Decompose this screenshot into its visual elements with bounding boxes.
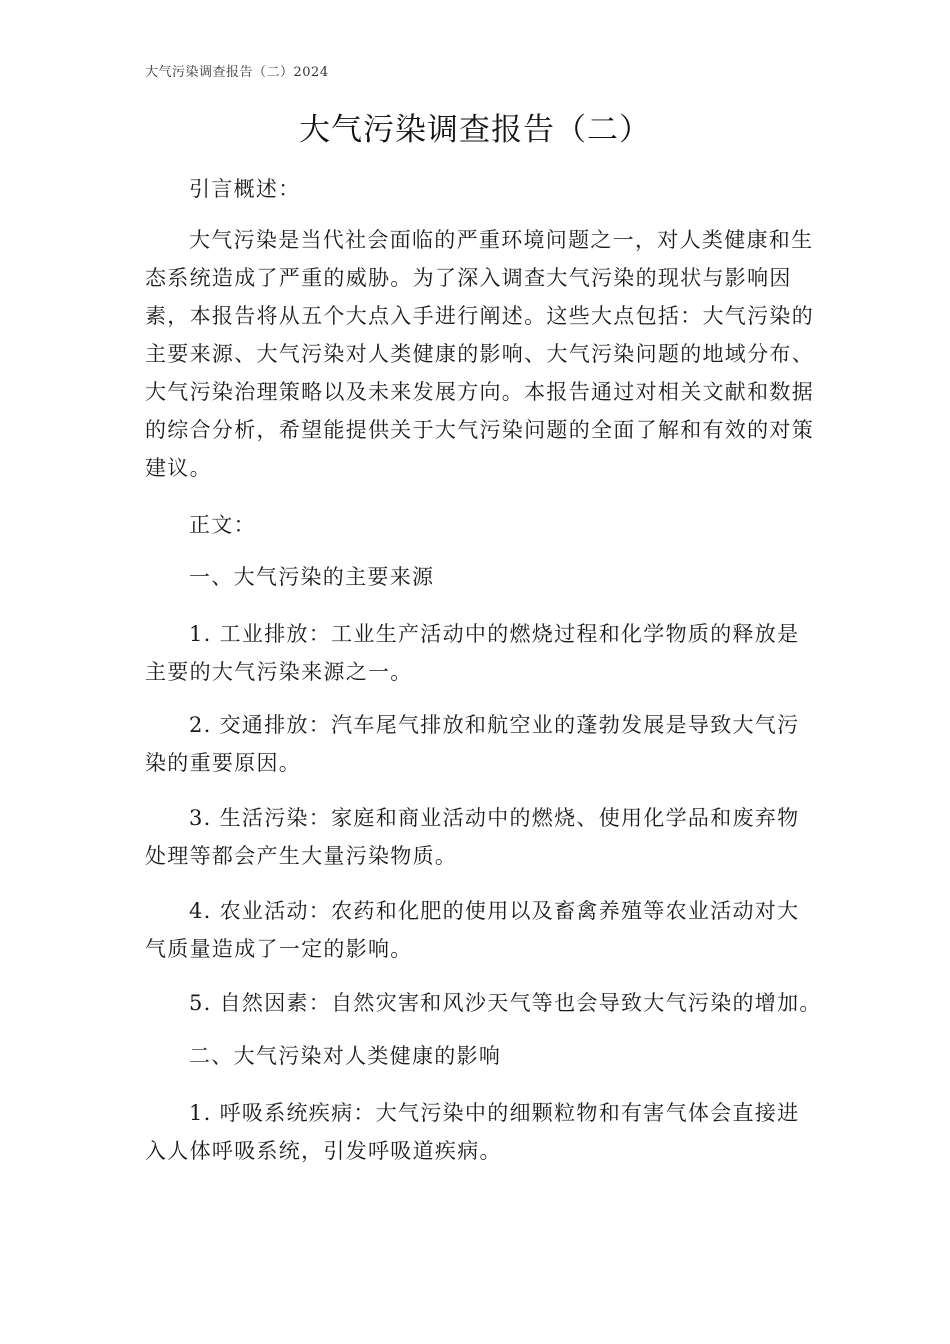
section-1-item: 1. 工业排放：工业生产活动中的燃烧过程和化学物质的释放是主要的大气污染来源之一。: [145, 622, 800, 684]
section-1-item: 4. 农业活动：农药和化肥的使用以及畜禽养殖等农业活动对大气质量造成了一定的影响。: [145, 899, 800, 961]
intro-paragraph: 大气污染是当代社会面临的严重环境问题之一，对人类健康和生态系统造成了严重的威胁。为了深入调查大气污染的现状与影响因素，本报告将从五个大点入手进行阐述。这些大点包括：大气污染的主要来源、大气污染对人类健康的影响、大气污染问题的地域分布、大气污染治理策略以及未来发展方向。本报告通过对相关文献和数据的综合分析，希望能提供关于大气污染问题的全面了解和有效的对策建议。: [145, 228, 814, 480]
section-1-item: 3. 生活污染：家庭和商业活动中的燃烧、使用化学品和废弃物处理等都会产生大量污染物质。: [145, 806, 800, 868]
body-heading: 正文：: [189, 513, 256, 537]
section-2-item: 1. 呼吸系统疾病：大气污染中的细颗粒物和有害气体会直接进入人体呼吸系统，引发呼吸道疾病。: [145, 1101, 800, 1163]
section-2-heading: 二、大气污染对人类健康的影响: [189, 1044, 502, 1068]
section-1-heading: 一、大气污染的主要来源: [189, 565, 435, 589]
section-1-item: 2. 交通排放：汽车尾气排放和航空业的蓬勃发展是导致大气污染的重要原因。: [145, 713, 800, 775]
page-title: 大气污染调查报告（二）: [299, 112, 651, 148]
section-1-item: 5. 自然因素：自然灾害和风沙天气等也会导致大气污染的增加。: [189, 991, 822, 1015]
intro-heading: 引言概述：: [189, 177, 301, 201]
running-header: 大气污染调查报告（二）2024: [145, 65, 329, 80]
